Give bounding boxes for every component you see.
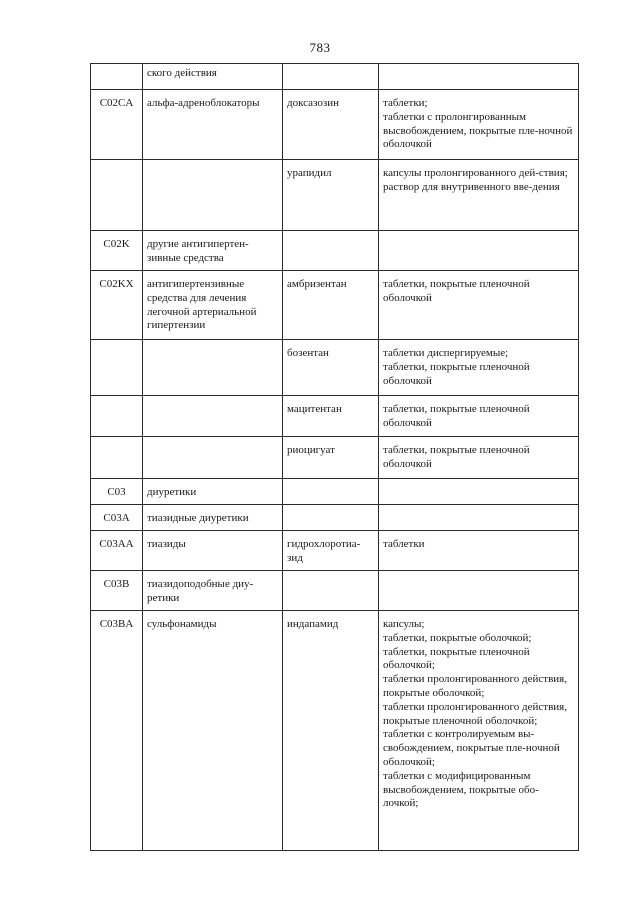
atc-code-cell: C03 [91,479,143,505]
atc-code-cell: C03A [91,505,143,531]
table-row [91,160,579,231]
dosage-form-cell: таблетки; таблетки с пролонгированным высвобождением, покрытые пле-ночной оболочкой [379,90,579,160]
atc-code-cell: C03B [91,571,143,611]
dosage-form-cell: таблетки [379,531,579,571]
group-name-cell: сульфонамиды [143,611,283,851]
drug-name-cell [283,571,379,611]
dosage-form-cell: таблетки диспергируемые; таблетки, покрытые пленочной оболочкой [379,340,579,396]
table-row [91,396,579,437]
drug-name-cell [283,479,379,505]
drug-name-cell [283,505,379,531]
atc-code-cell: C03AA [91,531,143,571]
atc-code-cell [91,437,143,479]
table-row [91,571,579,611]
atc-code-cell: C02CA [91,90,143,160]
drug-name-cell: бозентан [283,340,379,396]
group-name-cell: тиазидные диуретики [143,505,283,531]
group-name-cell: другие антигипертен-зивные средства [143,231,283,271]
atc-code-cell: C02K [91,231,143,271]
atc-code-cell [91,396,143,437]
atc-code-cell: C02KX [91,271,143,340]
drug-name-cell: амбризентан [283,271,379,340]
group-name-cell: альфа-адреноблокаторы [143,90,283,160]
group-name-cell: ского действия [143,64,283,90]
dosage-form-cell: таблетки, покрытые пленочной оболочкой [379,396,579,437]
group-name-cell: диуретики [143,479,283,505]
table-row [91,479,579,505]
dosage-form-cell: таблетки, покрытые пленочной оболочкой [379,271,579,340]
dosage-form-cell: капсулы; таблетки, покрытые оболочкой; таблетки, покрытые пленочной оболочкой; таблетки пролонгированного действия, покрытые оболочкой; таблетки пролонгированного действия, покрытые пленочной оболочкой; таблетки с контролируемым вы-свобождением, покрытые пле-ночной оболочкой; таблетки с модифицированным высвобождением, покрытые обо-лочкой; [379,611,579,851]
atc-code-cell [91,160,143,231]
table-row [91,64,579,90]
table-row [91,611,579,851]
group-name-cell [143,160,283,231]
drug-name-cell: урапидил [283,160,379,231]
atc-code-cell: C03BA [91,611,143,851]
dosage-form-cell [379,571,579,611]
drug-name-cell: гидрохлоротиа-зид [283,531,379,571]
atc-code-cell [91,64,143,90]
table-row [91,271,579,340]
dosage-form-cell [379,479,579,505]
dosage-form-cell [379,231,579,271]
table-row [91,231,579,271]
drug-name-cell [283,64,379,90]
dosage-form-cell: капсулы пролонгированного дей-ствия; раствор для внутривенного вве-дения [379,160,579,231]
drug-name-cell: мацитентан [283,396,379,437]
group-name-cell: антигипертензивные средства для лечения легочной артериальной гипертензии [143,271,283,340]
group-name-cell [143,340,283,396]
group-name-cell [143,437,283,479]
drug-name-cell: доксазозин [283,90,379,160]
atc-code-cell [91,340,143,396]
table-row [91,531,579,571]
drug-name-cell: риоцигуат [283,437,379,479]
table-row [91,90,579,160]
table-row [91,340,579,396]
dosage-form-cell [379,505,579,531]
drug-classification-table [90,63,579,851]
table-row [91,505,579,531]
dosage-form-cell: таблетки, покрытые пленочной оболочкой [379,437,579,479]
group-name-cell [143,396,283,437]
table-row [91,437,579,479]
group-name-cell: тиазиды [143,531,283,571]
drug-name-cell: индапамид [283,611,379,851]
page-number: 783 [309,40,331,55]
drug-name-cell [283,231,379,271]
dosage-form-cell [379,64,579,90]
group-name-cell: тиазидоподобные диу-ретики [143,571,283,611]
